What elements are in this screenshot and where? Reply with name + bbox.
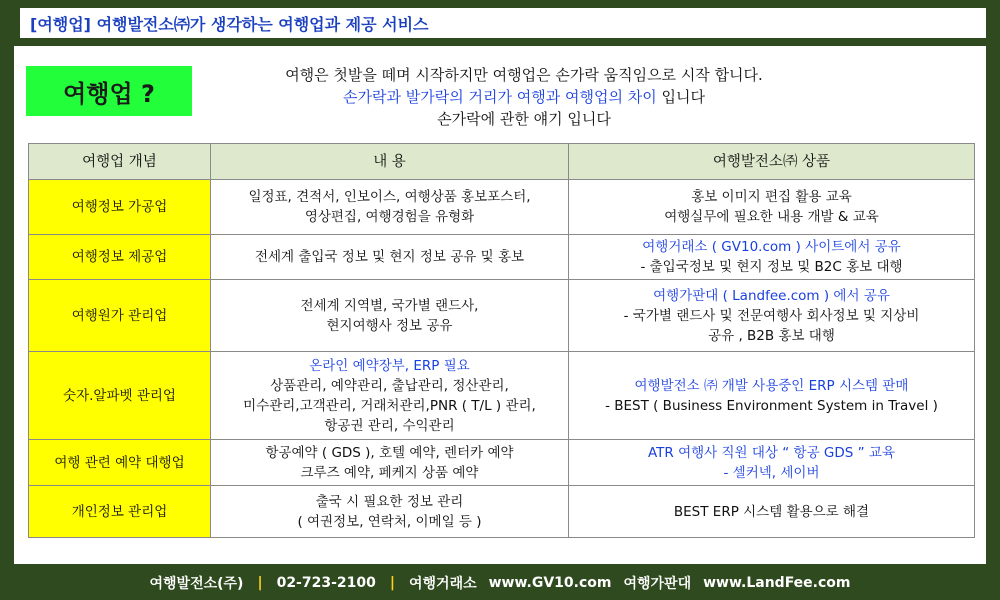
table-header-row [29, 144, 975, 180]
content-line: ( 여권정보, 연락처, 이메일 등 ) [297, 513, 482, 530]
content-line: 전세계 출입국 정보 및 현지 정보 공유 및 홍보 [254, 249, 525, 265]
intro-text [214, 64, 834, 130]
content-line: 영상편집, 여행경험을 유형화 [304, 209, 475, 225]
footer-site1-name: 여행거래소 [409, 576, 477, 592]
row-product [569, 235, 975, 280]
content-line: 현지여행사 정보 공유 [326, 317, 453, 334]
content-line: 항공권 관리, 수익관리 [324, 417, 455, 434]
row-category: 개인정보 관리업 [29, 486, 211, 538]
table-row [29, 440, 975, 486]
row-content [211, 440, 569, 486]
product-line: 여행실무에 필요한 내용 개발 & 교육 [664, 209, 879, 225]
table-row [29, 280, 975, 352]
content-line: 일정표, 견적서, 인보이스, 여행상품 홍보포스터, [248, 189, 531, 205]
content-line: 미수관리,고객관리, 거래처관리,PNR ( T/L ) 관리, [243, 397, 536, 414]
services-table [28, 143, 975, 538]
intro-line-1: 여행은 첫발을 떼며 시작하지만 여행업은 손가락 움직임으로 시작 합니다. [285, 66, 763, 84]
intro-line-2-rest: 입니다 [656, 88, 705, 106]
product-line: 공유 , B2B 홍보 대행 [708, 327, 835, 344]
slide-panel [14, 46, 986, 564]
table-row [29, 180, 975, 235]
row-category: 여행정보 가공업 [29, 180, 211, 235]
table-row [29, 352, 975, 440]
row-category: 여행정보 제공업 [29, 235, 211, 280]
product-line: - 출입국정보 및 현지 정보 및 B2C 홍보 대행 [640, 259, 903, 275]
product-highlight-line: 여행발전소 ㈜ 개발 사용중인 ERP 시스템 판매 [634, 377, 909, 394]
content-highlight-line: 온라인 예약장부, ERP 필요 [309, 357, 470, 374]
footer [0, 566, 1000, 600]
row-content [211, 486, 569, 538]
row-content [211, 352, 569, 440]
row-product [569, 280, 975, 352]
intro-line-2-highlight: 손가락과 발가락의 거리가 여행과 여행업의 차이 [343, 88, 657, 106]
page-title: [여행업] 여행발전소㈜가 생각하는 여행업과 제공 서비스 [30, 14, 429, 34]
footer-site1-url[interactable]: www.GV10.com [488, 575, 612, 591]
topic-badge: 여행업 ? [26, 66, 192, 116]
header-concept: 여행업 개념 [29, 144, 211, 180]
content-line: 크루즈 예약, 페케지 상품 예약 [300, 464, 479, 481]
footer-company: 여행발전소(주) [149, 576, 244, 592]
footer-site2-name: 여행가판대 [623, 576, 692, 592]
intro-line-2 [214, 86, 834, 108]
row-content [211, 180, 569, 235]
row-product [569, 440, 975, 486]
row-content [211, 235, 569, 280]
product-line: - BEST ( Business Environment System in Travel ) [605, 397, 938, 414]
row-category: 여행원가 관리업 [29, 280, 211, 352]
content-line: 출국 시 필요한 정보 관리 [315, 493, 464, 510]
table-row [29, 235, 975, 280]
row-product [569, 180, 975, 235]
product-line: 홍보 이미지 편집 활용 교육 [691, 189, 852, 205]
content-line: 항공예약 ( GDS ), 호텔 예약, 렌터카 예약 [265, 444, 514, 461]
content-line: 상품관리, 예약관리, 출납관리, 정산관리, [270, 377, 509, 394]
header-product: 여행발전소㈜ 상품 [569, 144, 975, 180]
title-bar [14, 8, 986, 38]
row-product [569, 352, 975, 440]
row-category: 숫자.알파벳 관리업 [29, 352, 211, 440]
product-highlight-line: 여행거래소 ( GV10.com ) 사이트에서 공유 [642, 239, 901, 255]
footer-site2-url[interactable]: www.LandFee.com [703, 575, 851, 591]
intro-line-3: 손가락에 관한 얘기 입니다 [437, 110, 611, 128]
row-content [211, 280, 569, 352]
header-content: 내 용 [211, 144, 569, 180]
footer-separator: | [389, 575, 395, 591]
product-highlight-line: 여행가판대 ( Landfee.com ) 에서 공유 [653, 287, 890, 304]
product-highlight-line: ATR 여행사 직원 대상 “ 항공 GDS ” 교육 [647, 444, 895, 461]
footer-separator: | [257, 575, 263, 591]
product-highlight-line: - 셀커넥, 세이버 [723, 464, 820, 481]
product-line: - 국가별 랜드사 및 전문여행사 회사정보 및 지상비 [623, 307, 920, 324]
table-row [29, 486, 975, 538]
row-product [569, 486, 975, 538]
content-line: 전세계 지역별, 국가별 랜드사, [300, 297, 479, 314]
row-category: 여행 관련 예약 대행업 [29, 440, 211, 486]
footer-phone: 02-723-2100 [276, 575, 376, 591]
product-line: BEST ERP 시스템 활용으로 해결 [673, 503, 870, 520]
